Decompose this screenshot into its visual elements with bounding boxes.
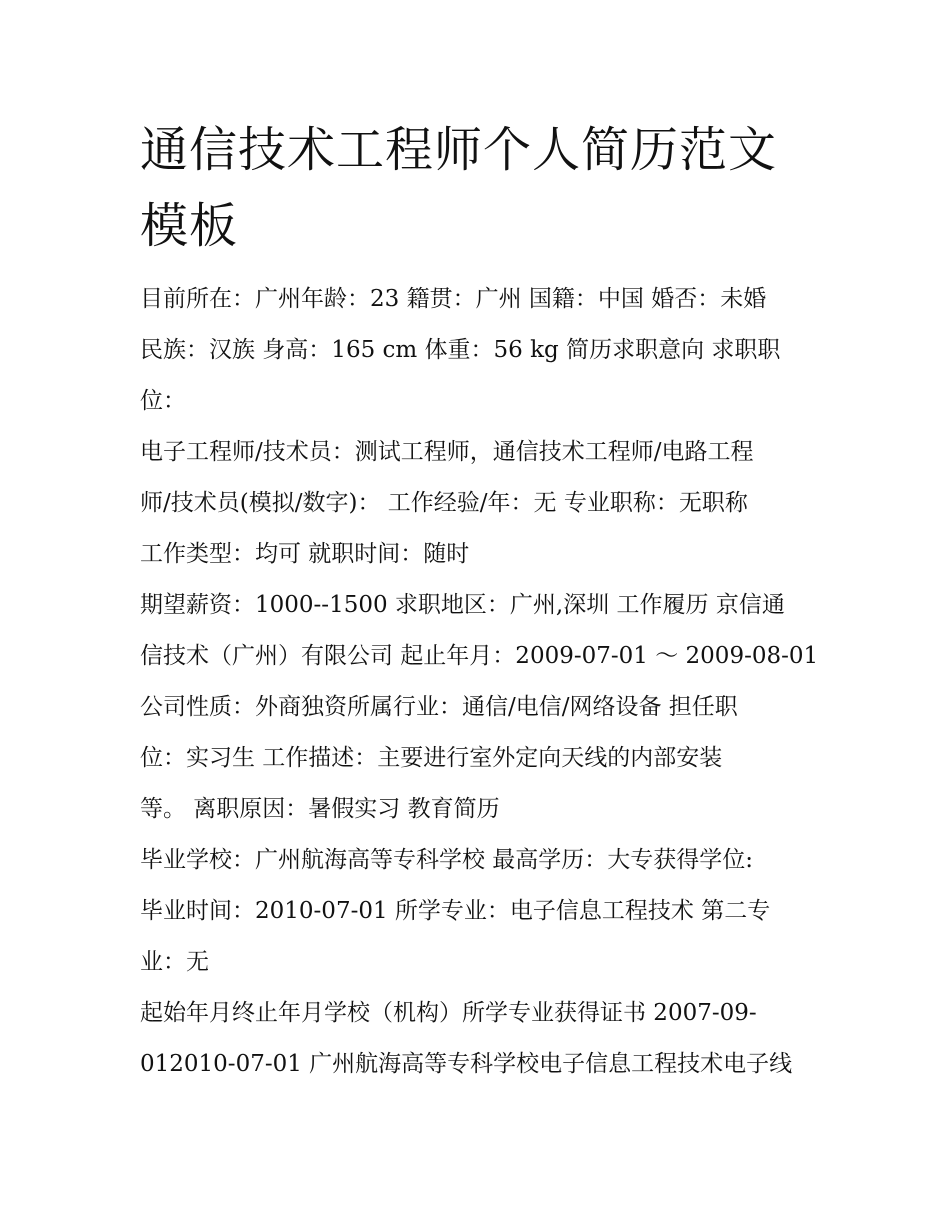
body-line: 毕业学校：广州航海高等专科学校 最高学历：大专获得学位: [140,847,754,873]
title-line-2: 模板 [140,198,239,254]
body-line: 目前所在：广州年龄：23 籍贯：广州 国籍：中国 婚否：未婚 [140,286,767,312]
body-line: 期望薪资：1000--1500 求职地区：广州,深圳 工作履历 京信通 [140,592,785,618]
document-title [140,112,840,264]
body-line: 位：实习生 工作描述：主要进行室外定向天线的内部安装 [140,745,723,771]
body-line: 工作类型：均可 就职时间：随时 [140,541,470,567]
body-line: 信技术（广州）有限公司 起止年月：2009-07-01 ～ 2009-08-01 [140,643,819,669]
body-line: 师/技术员(模拟/数字)： 工作经验/年：无 专业职称：无职称 [140,490,748,516]
document-body [140,274,830,1090]
body-line: 位： [140,388,186,414]
body-line: 公司性质：外商独资所属行业：通信/电信/网络设备 担任职 [140,694,738,720]
body-line: 012010-07-01 广州航海高等专科学校电子信息工程技术电子线 [140,1051,793,1077]
body-line: 起始年月终止年月学校（机构）所学专业获得证书 2007-09- [140,1000,757,1026]
body-line: 等。 离职原因：暑假实习 教育简历 [140,796,500,822]
body-line: 毕业时间：2010-07-01 所学专业：电子信息工程技术 第二专 [140,898,771,924]
body-line: 民族：汉族 身高：165 cm 体重：56 kg 简历求职意向 求职职 [140,337,781,363]
body-line: 业：无 [140,949,209,975]
body-line: 电子工程师/技术员：测试工程师，通信技术工程师/电路工程 [140,439,754,465]
title-line-1: 通信技术工程师个人简历范文 [140,122,778,178]
